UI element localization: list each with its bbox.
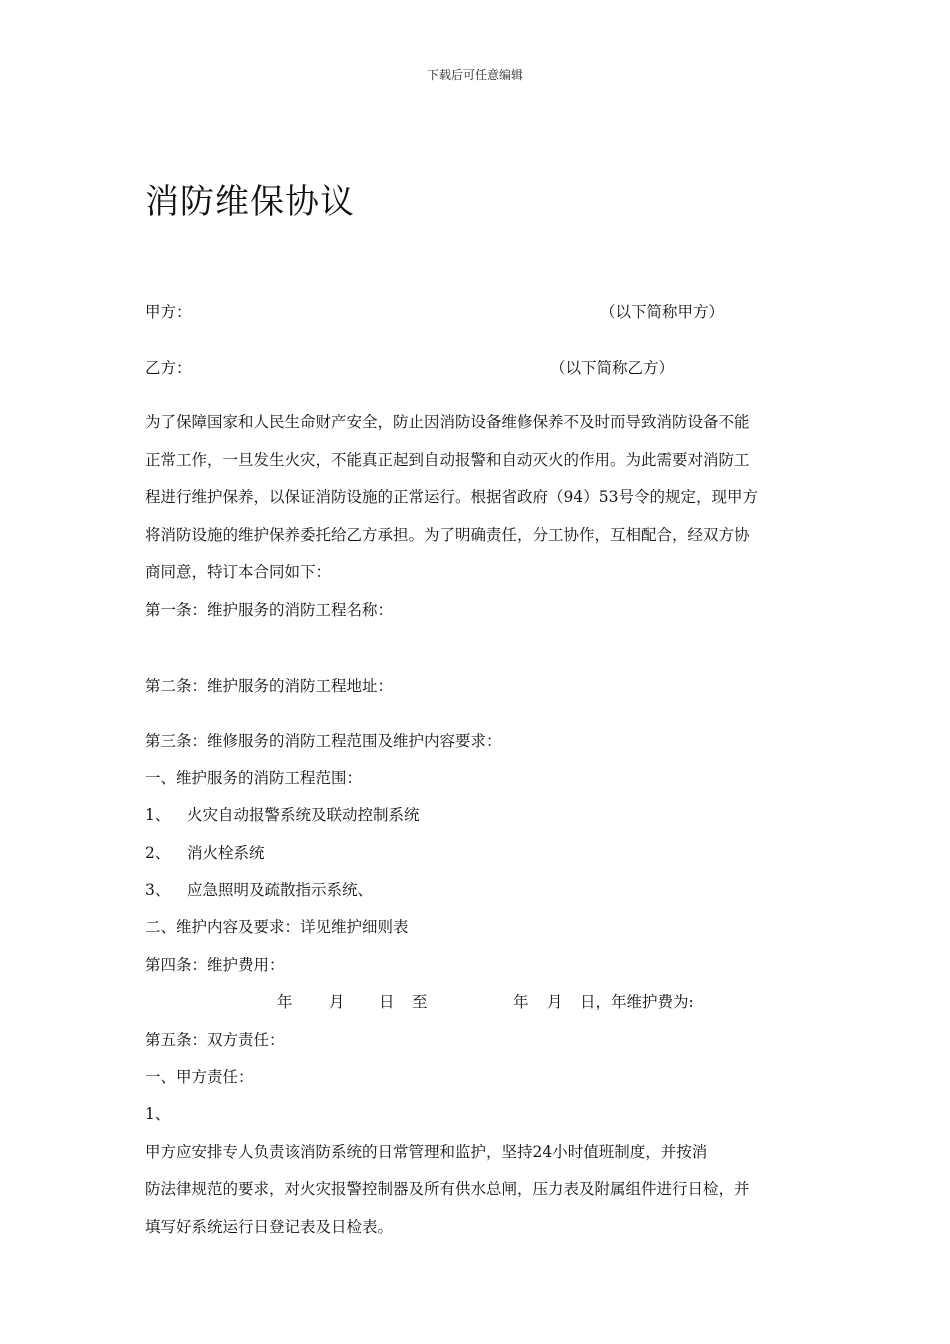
- responsibility-number: 1、: [145, 1105, 171, 1123]
- fee-month-end: 月: [547, 993, 563, 1011]
- responsibility-line: [145, 1096, 797, 1171]
- article-4: 第四条：维护费用：: [145, 956, 285, 974]
- scope-item-text: 应急照明及疏散指示系统、: [187, 881, 374, 899]
- scope-heading: 一、维护服务的消防工程范围：: [145, 769, 363, 787]
- fee-annual-amount: 日，年维护费为:: [580, 993, 694, 1011]
- fee-to: 至: [412, 993, 428, 1011]
- fee-day-start: 日: [379, 993, 395, 1011]
- article-1: 第一条：维护服务的消防工程名称：: [145, 601, 394, 619]
- party-a-note: （以下简称甲方）: [600, 303, 725, 321]
- intro-line: 商同意，特订本合同如下：: [145, 563, 332, 581]
- article-2: 第二条：维护服务的消防工程地址：: [145, 677, 394, 695]
- fee-year-end: 年: [513, 993, 529, 1011]
- party-a-label: 甲方：: [145, 303, 192, 321]
- responsibility-line: 填写好系统运行日登记表及日检表。: [145, 1217, 394, 1236]
- intro-line: 将消防设施的维护保养委托给乙方承担。为了明确责任，分工协作，互相配合，经双方协: [145, 525, 750, 544]
- fee-year-start: 年: [277, 993, 293, 1011]
- header-note: 下载后可任意编辑: [426, 68, 523, 82]
- scope-item-number: 2、: [145, 844, 171, 862]
- content-requirements: 二、维护内容及要求：详见维护细则表: [145, 918, 409, 936]
- article-3: 第三条：维修服务的消防工程范围及维护内容要求：: [145, 732, 502, 750]
- scope-item-text: 消火栓系统: [187, 844, 265, 862]
- scope-item-number: 3、: [145, 881, 171, 899]
- party-a-responsibility-heading: 一、甲方责任：: [145, 1068, 254, 1086]
- intro-line: 程进行维护保养，以保证消防设施的正常运行。根据省政府（94）53号令的规定，现甲方: [145, 488, 758, 506]
- intro-line: 为了保障国家和人民生命财产安全，防止因消防设备维修保养不及时而导致消防设备不能: [145, 413, 750, 431]
- scope-item-text: 火灾自动报警系统及联动控制系统: [187, 806, 420, 824]
- fee-month-start: 月: [329, 993, 345, 1011]
- party-b-note: （以下简称乙方）: [550, 359, 675, 377]
- responsibility-line: 防法律规范的要求，对火灾报警控制器及所有供水总闸，压力表及附属组件进行日检，并: [145, 1180, 750, 1198]
- scope-item-number: 1、: [145, 806, 171, 824]
- article-5: 第五条：双方责任：: [145, 1031, 285, 1049]
- responsibility-item: [145, 1096, 797, 1246]
- document-title: 消防维保协议: [145, 182, 355, 222]
- scope-item: [145, 843, 265, 863]
- intro-line: 正常工作，一旦发生火灾，不能真正起到自动报警和自动灭火的作用。为此需要对消防工: [145, 450, 750, 469]
- scope-item: [145, 880, 373, 900]
- scope-item: [145, 805, 420, 825]
- intro-paragraph: [145, 404, 797, 592]
- responsibility-text: 甲方应安排专人负责该消防系统的日常管理和监护，坚持24小时值班制度，并按消: [145, 1142, 708, 1161]
- party-b-label: 乙方：: [145, 359, 192, 377]
